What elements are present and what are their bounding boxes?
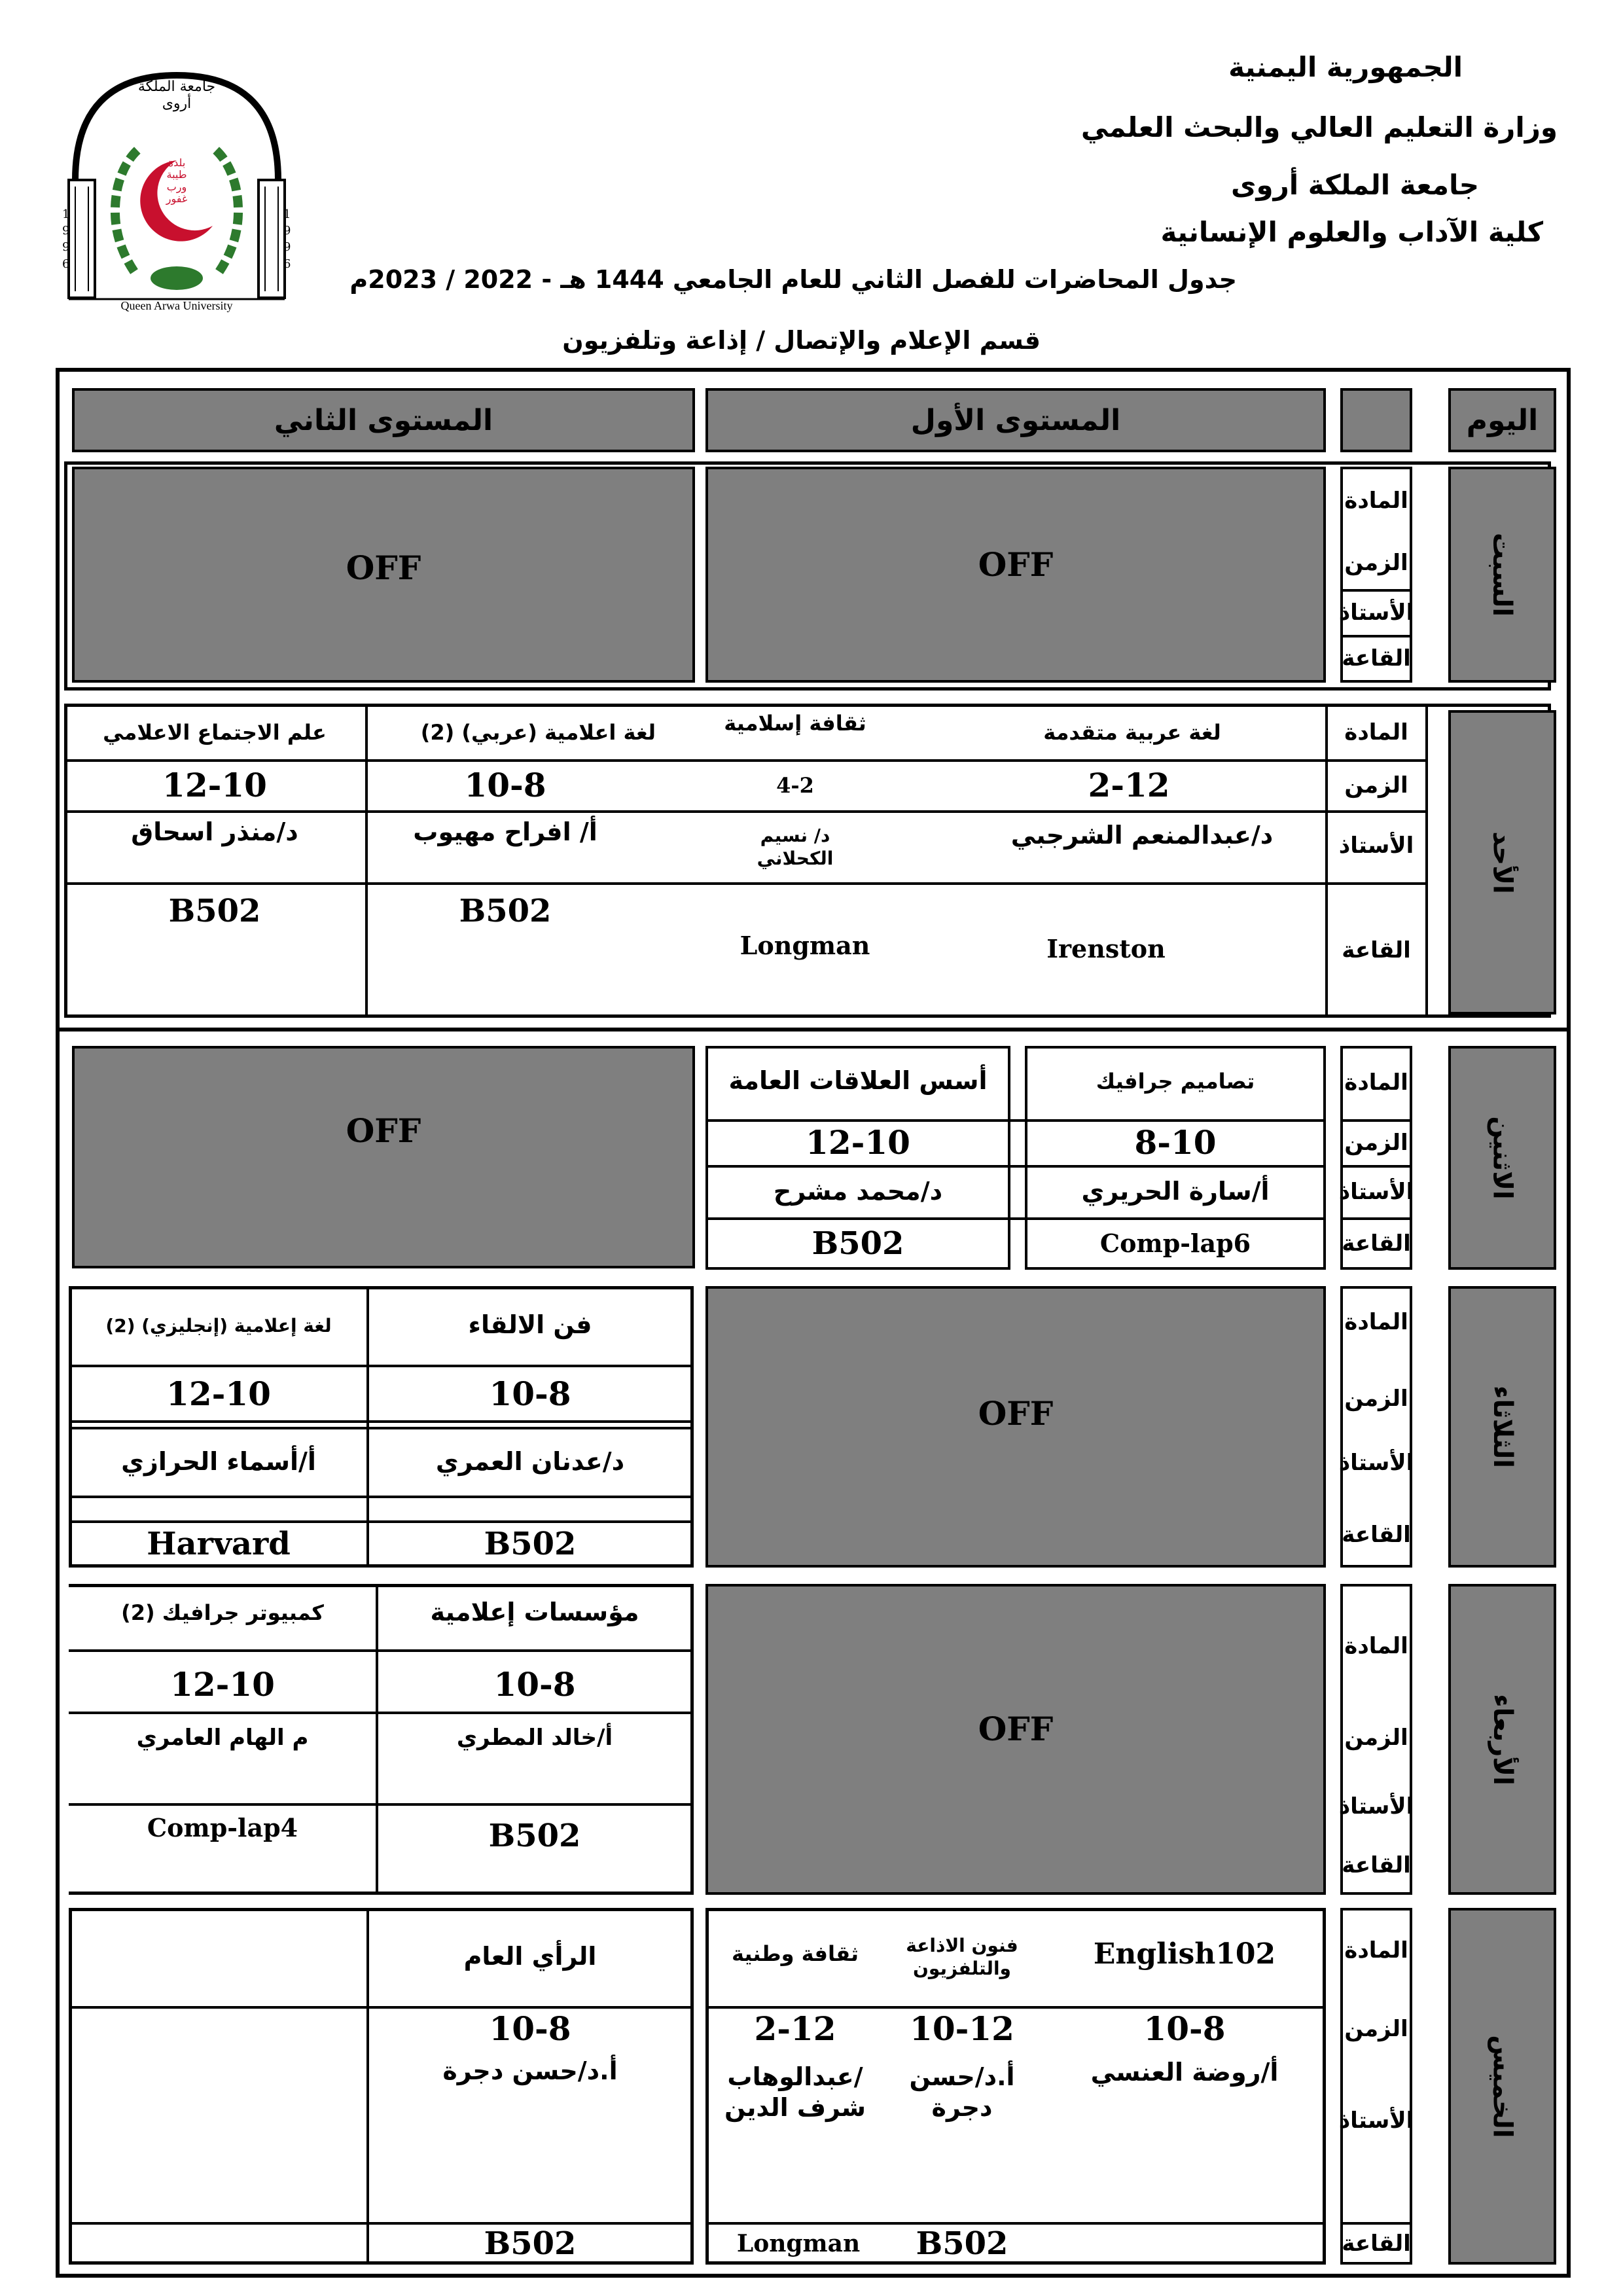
logo-motto: بلدة طيبة ورب غفور <box>166 156 188 206</box>
label-subject: المادة <box>1344 1308 1408 1335</box>
label-room: القاعة <box>1342 1852 1411 1878</box>
thursday-l1-s1-teacher: أ/روضة العنسي <box>1090 2058 1279 2087</box>
day-cell-thursday: الخميس <box>1448 1908 1556 2265</box>
monday-section-line <box>56 1028 1571 1031</box>
thursday-l2-s1-room: B502 <box>484 2225 577 2262</box>
label-time: الزمن <box>1344 1129 1408 1156</box>
label-subject: المادة <box>1344 487 1408 514</box>
thursday-l2-s1-time: 10-8 <box>489 2009 571 2048</box>
logo-year-right: 1996 <box>283 207 291 271</box>
thursday-l1-s3-time: 2-12 <box>754 2009 836 2048</box>
monday-l1-s2-subject: أسس العلاقات العامة <box>728 1066 988 1096</box>
label-subject: المادة <box>1344 1632 1408 1659</box>
saturday-level2-off: OFF <box>72 467 695 683</box>
wednesday-l2-s1-teacher: أ/خالد المطري <box>456 1724 613 1751</box>
wednesday-l2-s2-subject: كمبيوتر جرافيك (2) <box>121 1600 324 1625</box>
label-subject: المادة <box>1344 1937 1408 1964</box>
sunday-l1-s1-room: Irenston <box>1046 934 1166 964</box>
sunday-l2-s2-subject: علم الاجتماع الاعلامي <box>103 720 327 745</box>
sunday-l1-s1-subject: لغة عربية متقدمة <box>1043 720 1221 745</box>
label-time: الزمن <box>1344 549 1408 576</box>
label-teacher: الأستاذ <box>1338 1178 1414 1205</box>
tuesday-l2-s1-time: 10-8 <box>489 1374 571 1413</box>
wednesday-l2-s2-time: 12-10 <box>170 1664 275 1704</box>
thursday-l1-s2-time: 10-12 <box>910 2009 1014 2048</box>
day-cell-saturday: السبت <box>1448 467 1556 683</box>
logo-english-name: Queen Arwa University <box>120 299 233 312</box>
logo <box>62 62 291 311</box>
tuesday-l2-s2-time: 12-10 <box>166 1374 271 1413</box>
day-cell-tuesday: الثلاثاء <box>1448 1286 1556 1568</box>
header-college: كلية الآداب والعلوم الإنسانية <box>1160 216 1543 248</box>
wednesday-l2-s1-subject: مؤسسات إعلامية <box>430 1598 639 1627</box>
label-room: القاعة <box>1342 1230 1411 1257</box>
monday-l1-s2-room: B502 <box>812 1225 904 1262</box>
label-time: الزمن <box>1344 2015 1408 2042</box>
label-room: القاعة <box>1342 937 1411 963</box>
saturday-level1-off: OFF <box>705 467 1326 683</box>
day-cell-sunday: الأحد <box>1448 710 1556 1014</box>
thursday-l1-s1-time: 10-8 <box>1143 2009 1226 2048</box>
sunday-l1-s2-teacher: د/ نسيم الكحلاني <box>757 825 834 869</box>
logo-arabic-name: جامعة الملكة أروى <box>137 79 216 113</box>
column-header-day: اليوم <box>1448 388 1556 452</box>
tuesday-l2-s2-room: Harvard <box>147 1526 291 1562</box>
thursday-l1-s1-subject: English102 <box>1093 1937 1276 1971</box>
thursday-l1-s2-subject: فنون الاذاعة والتلفزيون <box>906 1935 1018 1979</box>
monday-l1-s2-time: 12-10 <box>806 1122 910 1162</box>
wednesday-l2-s2-teacher: م الهام العامري <box>136 1724 309 1751</box>
day-cell-wednesday: الأربعاء <box>1448 1584 1556 1895</box>
tuesday-l2-s1-room: B502 <box>484 1526 577 1562</box>
thursday-l1-s3-subject: ثقافة وطنية <box>731 1941 859 1966</box>
label-teacher: الأستاذ <box>1338 832 1414 859</box>
label-time: الزمن <box>1344 1385 1408 1412</box>
label-room: القاعة <box>1342 2230 1411 2257</box>
thursday-l1-s2-teacher: أ.د/حسن دجرة <box>909 2062 1015 2122</box>
monday-level2-off: OFF <box>72 1046 695 1268</box>
thursday-l1-s3-teacher: /عبدالوهاب شرف الدين <box>724 2062 866 2122</box>
department-title: قسم الإعلام والإتصال / إذاعة وتلفزيون <box>562 326 1041 355</box>
label-subject: المادة <box>1344 1069 1408 1096</box>
label-teacher: الأستاذ <box>1338 2107 1414 2134</box>
monday-l1-s1-subject: تصاميم جرافيك <box>1096 1069 1255 1094</box>
schedule-title: جدول المحاضرات للفصل الثاني للعام الجامعي 1444 هـ - 2022 / 2023م <box>349 265 1237 294</box>
tuesday-l2-s1-teacher: د/عدنان العمري <box>435 1447 625 1477</box>
label-room: القاعة <box>1342 1521 1411 1548</box>
wednesday-l2-s1-time: 10-8 <box>493 1664 576 1704</box>
monday-l1-s1-teacher: أ/سارة الحريري <box>1081 1177 1270 1206</box>
header-ministry: وزارة التعليم العالي والبحث العلمي <box>1080 111 1558 143</box>
sunday-l2-s1-subject: لغة اعلامية (عربي) (2) <box>420 720 656 745</box>
sunday-l1-s1-time: 2-12 <box>1088 765 1170 804</box>
sunday-l2-s2-teacher: د/منذر اسحاق <box>131 817 298 847</box>
thursday-l1-s2-room: B502 <box>916 2225 1008 2262</box>
sunday-l1-s2-time: 4-2 <box>776 773 814 798</box>
tuesday-l2-s2-teacher: أ/أسماء الحرازي <box>121 1447 316 1477</box>
column-header-level2: المستوى الثاني <box>72 388 695 452</box>
column-header-labels <box>1340 388 1412 452</box>
label-subject: المادة <box>1344 719 1408 745</box>
wednesday-level1-off: OFF <box>705 1584 1326 1895</box>
monday-l1-s1-room: Comp-lap6 <box>1099 1229 1251 1259</box>
sunday-l1-s2-subject: ثقافة إسلامية <box>724 711 866 736</box>
label-teacher: الأستاذ <box>1338 1793 1414 1820</box>
thursday-l2-s1-teacher: أ.د/حسن دجرة <box>442 2056 618 2086</box>
sunday-l2-s2-room: B502 <box>168 893 261 929</box>
column-header-level1: المستوى الأول <box>705 388 1326 452</box>
day-cell-monday: الاثنين <box>1448 1046 1556 1270</box>
header-university: جامعة الملكة أروى <box>1230 169 1479 201</box>
thursday-l1-s3-room: Longman <box>736 2229 861 2257</box>
wednesday-l2-s2-room: Comp-lap4 <box>147 1813 298 1843</box>
header-country: الجمهورية اليمنية <box>1228 51 1463 83</box>
sunday-l2-s1-teacher: أ/ افراح مهيوب <box>413 817 597 847</box>
label-teacher: الأستاذ <box>1338 1449 1414 1476</box>
sunday-l1-s2-room: Longman <box>740 931 870 961</box>
label-teacher: الأستاذ <box>1338 599 1414 626</box>
tuesday-level1-off: OFF <box>705 1286 1326 1568</box>
sunday-l2-s1-time: 10-8 <box>464 765 546 804</box>
sunday-l2-s2-time: 12-10 <box>162 765 267 804</box>
sunday-l2-s1-room: B502 <box>459 893 552 929</box>
label-time: الزمن <box>1344 772 1408 798</box>
tuesday-l2-s2-subject: لغة إعلامية (إنجليزي) (2) <box>105 1314 332 1336</box>
logo-year-left: 1996 <box>62 207 70 271</box>
thursday-l2-s1-subject: الرأي العام <box>463 1942 597 1971</box>
tuesday-l2-s1-subject: فن الالقاء <box>468 1310 592 1340</box>
label-time: الزمن <box>1344 1724 1408 1751</box>
sunday-l1-s1-teacher: د/عبدالمنعم الشرجبي <box>1010 821 1274 850</box>
monday-l1-s2-teacher: د/محمد مشرح <box>773 1177 943 1206</box>
monday-l1-s1-time: 8-10 <box>1134 1122 1217 1162</box>
label-room: القاعة <box>1342 645 1411 672</box>
wednesday-l2-s1-room: B502 <box>488 1818 581 1854</box>
